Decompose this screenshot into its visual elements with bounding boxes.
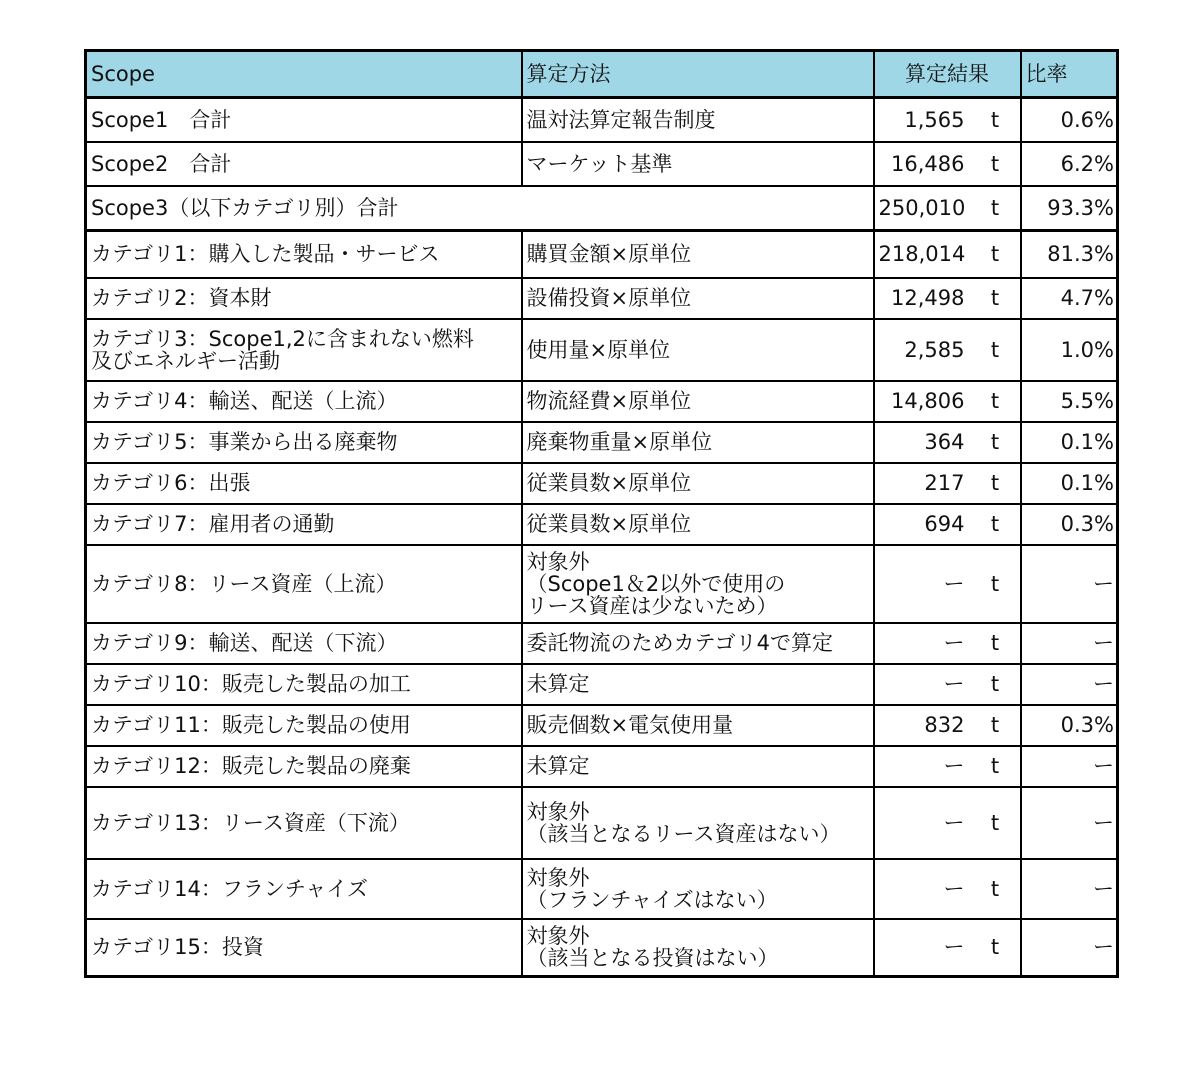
category-label [86,787,522,859]
category-label-line: カテゴリ14：フランチャイズ [91,876,369,901]
method-line: 設備投資×原単位 [526,286,692,310]
unit-cell: t [971,231,1021,278]
method-line: 物流経費×原単位 [526,389,692,413]
category-row [86,422,1118,463]
ratio-cell: ー [1021,787,1118,859]
unit-cell: t [971,463,1021,504]
unit-cell: t [971,664,1021,705]
header-method: 算定方法 [522,51,874,98]
value-cell: ー [874,859,971,919]
method-cell [522,746,874,787]
category-row [86,319,1118,381]
unit-cell: t [971,142,1021,186]
value-cell: ー [874,919,971,977]
header-result: 算定結果 [874,51,1021,98]
method-line: （該当となるリース資産はない） [526,821,841,846]
category-rows [86,231,1118,977]
value-cell: 250,010 [874,186,971,231]
value-cell: 12,498 [874,278,971,319]
value-cell: 218,014 [874,231,971,278]
unit-cell: t [971,859,1021,919]
category-row [86,705,1118,746]
ratio-cell: 6.2% [1021,142,1118,186]
ratio-cell: 1.0% [1021,319,1118,381]
method-cell [522,381,874,422]
unit-cell: t [971,381,1021,422]
category-label [86,664,522,705]
header-scope: Scope [86,51,522,98]
ratio-cell: 0.1% [1021,422,1118,463]
category-row [86,746,1118,787]
unit-cell: t [971,319,1021,381]
ratio-cell: ー [1021,623,1118,664]
category-label-line: カテゴリ1：購入した製品・サービス [91,242,440,267]
unit-cell: t [971,186,1021,231]
category-label-line: カテゴリ10：販売した製品の加工 [91,672,411,696]
category-label-line: カテゴリ13：リース資産（下流） [91,810,410,835]
method-cell [522,859,874,919]
method-cell [522,463,874,504]
category-row [86,463,1118,504]
unit-cell: t [971,278,1021,319]
category-label-line: カテゴリ8：リース資産（上流） [91,571,397,596]
method-line: （Scope1＆2以外で使用の [526,571,786,596]
unit-cell: t [971,504,1021,545]
category-label [86,746,522,787]
unit-cell: t [971,787,1021,859]
method-cell [522,787,874,859]
category-label [86,231,522,278]
method-cell: 温対法算定報告制度 [522,98,874,143]
value-cell: 14,806 [874,381,971,422]
method-line: 従業員数×原単位 [526,471,692,495]
value-cell: ー [874,664,971,705]
scope3-row [86,186,1118,231]
unit-cell: t [971,545,1021,623]
value-cell: ー [874,787,971,859]
method-line: 対象外 [526,549,590,574]
method-line: 廃棄物重量×原単位 [526,430,713,454]
category-label [86,463,522,504]
method-cell [522,278,874,319]
category-row [86,919,1118,977]
category-label-line: カテゴリ3：Scope1,2に含まれない燃料 [91,326,474,351]
category-label-line: カテゴリ5：事業から出る廃棄物 [91,430,398,454]
category-row [86,787,1118,859]
method-line: 未算定 [526,754,590,778]
category-row [86,545,1118,623]
value-cell: ー [874,545,971,623]
category-label-line: 及びエネルギー活動 [91,348,280,373]
header-row [86,51,1118,98]
unit-cell: t [971,623,1021,664]
value-cell: 1,565 [874,98,971,143]
category-label [86,623,522,664]
method-cell [522,664,874,705]
value-cell: ー [874,746,971,787]
value-cell: 694 [874,504,971,545]
ratio-cell: 81.3% [1021,231,1118,278]
unit-cell: t [971,98,1021,143]
scope-label: Scope1 合計 [86,98,522,143]
ghg-emissions-table [84,49,1119,978]
method-cell [522,319,874,381]
header-ratio: 比率 [1021,51,1118,98]
method-line: 対象外 [526,799,590,824]
method-line: （フランチャイズはない） [526,887,778,912]
method-cell [522,919,874,977]
method-cell [522,504,874,545]
scope-label: Scope3（以下カテゴリ別）合計 [86,186,874,231]
category-label [86,278,522,319]
ratio-cell: 4.7% [1021,278,1118,319]
category-row [86,381,1118,422]
category-label [86,381,522,422]
category-row [86,623,1118,664]
ratio-cell: 0.3% [1021,504,1118,545]
value-cell: ー [874,623,971,664]
category-label-line: カテゴリ12：販売した製品の廃棄 [91,754,411,778]
value-cell: 2,585 [874,319,971,381]
method-line: （該当となる投資はない） [526,946,779,971]
category-label [86,504,522,545]
unit-cell: t [971,705,1021,746]
method-line: 委託物流のためカテゴリ4で算定 [526,631,834,655]
category-label-line: カテゴリ11：販売した製品の使用 [91,713,411,737]
unit-cell: t [971,919,1021,977]
category-row [86,664,1118,705]
value-cell: 364 [874,422,971,463]
category-row [86,231,1118,278]
category-label [86,859,522,919]
ratio-cell: ー [1021,919,1118,977]
category-row [86,278,1118,319]
category-label [86,422,522,463]
method-line: 従業員数×原単位 [526,512,692,536]
method-line: リース資産は少ないため） [526,593,778,618]
category-label [86,545,522,623]
ratio-cell: 0.1% [1021,463,1118,504]
scope1-row [86,98,1118,143]
category-label [86,319,522,381]
method-line: 販売個数×電気使用量 [526,713,734,737]
value-cell: 217 [874,463,971,504]
ratio-cell: ー [1021,545,1118,623]
method-cell [522,231,874,278]
method-line: 対象外 [526,924,590,949]
category-label-line: カテゴリ2：資本財 [91,286,272,310]
category-label [86,705,522,746]
ratio-cell: 0.6% [1021,98,1118,143]
ratio-cell: ー [1021,746,1118,787]
category-label-line: カテゴリ15：投資 [91,935,264,960]
category-label-line: カテゴリ4：輸送、配送（上流） [91,389,398,413]
category-label [86,919,522,977]
ratio-cell: 5.5% [1021,381,1118,422]
unit-cell: t [971,746,1021,787]
category-row [86,859,1118,919]
method-cell [522,422,874,463]
scope2-row [86,142,1118,186]
category-row [86,504,1118,545]
value-cell: 832 [874,705,971,746]
category-label-line: カテゴリ6：出張 [91,471,251,495]
method-cell: マーケット基準 [522,142,874,186]
method-cell [522,705,874,746]
category-label-line: カテゴリ7：雇用者の通勤 [91,512,335,536]
ratio-cell: ー [1021,664,1118,705]
unit-cell: t [971,422,1021,463]
method-cell [522,623,874,664]
method-line: 使用量×原単位 [526,337,671,362]
ratio-cell: 0.3% [1021,705,1118,746]
ratio-cell: 93.3% [1021,186,1118,231]
ratio-cell: ー [1021,859,1118,919]
method-line: 対象外 [526,865,590,890]
category-label-line: カテゴリ9：輸送、配送（下流） [91,631,398,655]
scope-label: Scope2 合計 [86,142,522,186]
method-cell [522,545,874,623]
value-cell: 16,486 [874,142,971,186]
method-line: 未算定 [526,672,590,696]
method-line: 購買金額×原単位 [526,242,692,267]
